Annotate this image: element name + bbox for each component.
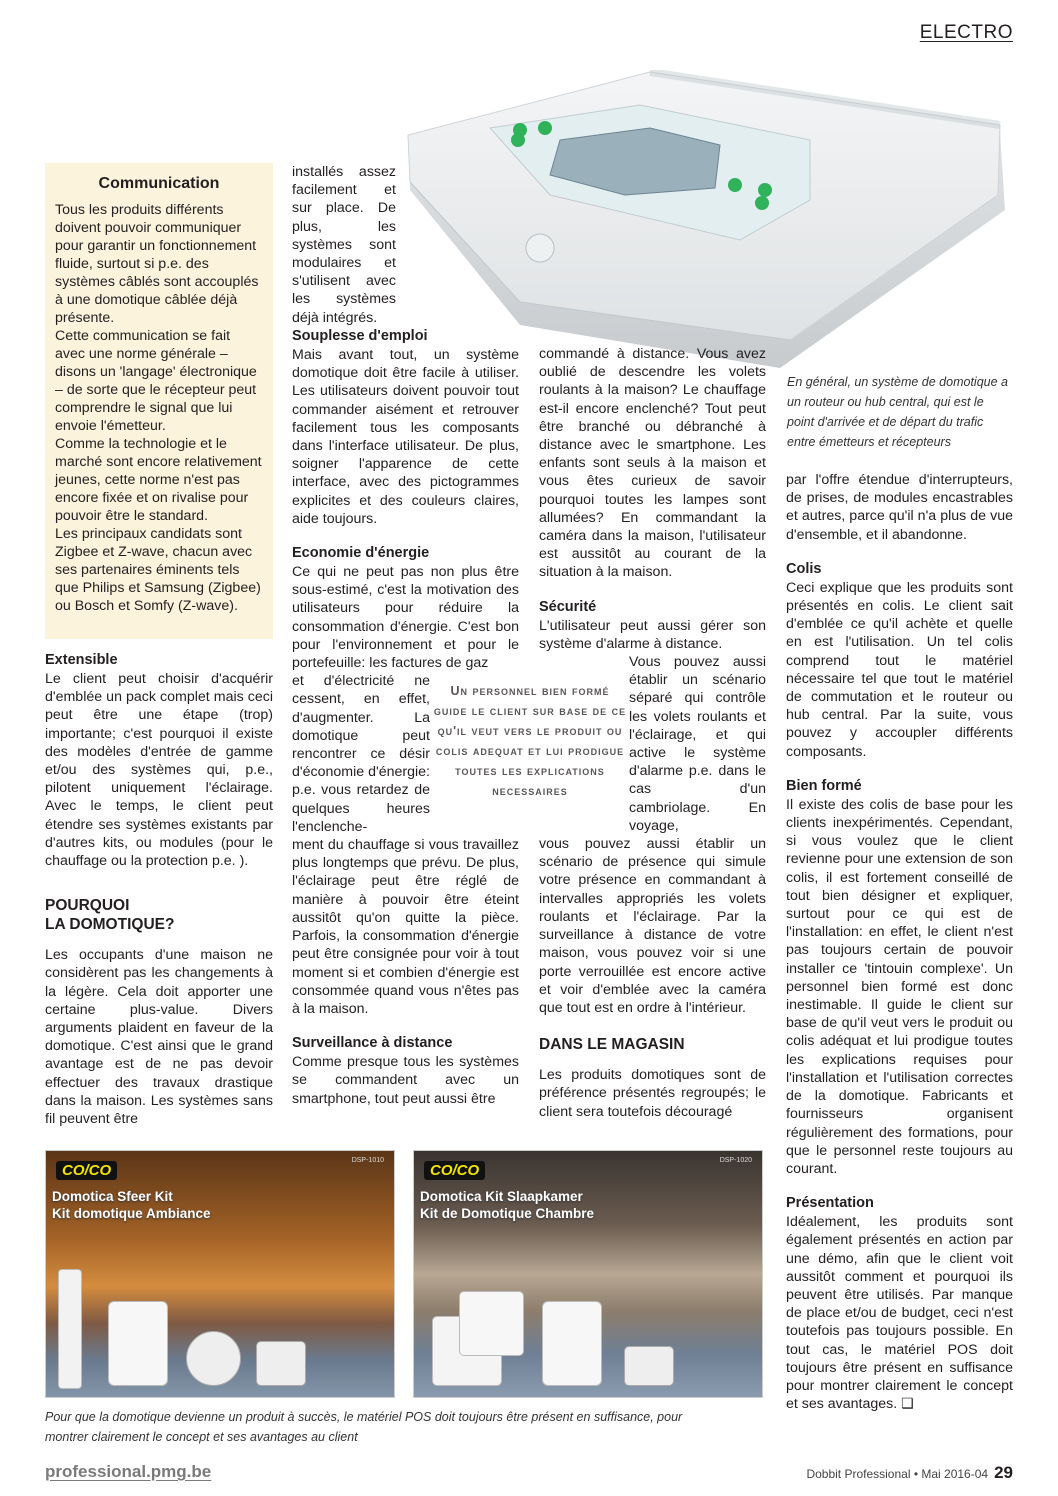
package-image-chambre: [413, 1150, 763, 1398]
dimmer-module-icon: [186, 1331, 241, 1386]
footer-issue: [806, 1463, 1013, 1483]
router-caption: En général, un système de domotique a un routeur ou hub central, qui est le point d'arrivée et de départ du trafic entre émetteurs et récepteurs: [787, 375, 1008, 449]
paragraph-extensible: Le client peut choisir d'acquérir d'emblée un pack complet mais ceci peut être une étape (trop) importante; c'est pourquoi il existe des modèles d'entrée de gamme et/ou des systèmes qui, p.e., pilotent uniquement l'éclairage. Avec le temps, le client peut étendre ses systèmes existants par d'autres kits, ou modules (pour le chauffage ou la protection p.e. ).: [45, 671, 273, 870]
brand-logo: CO/CO: [424, 1161, 485, 1180]
packages-caption: Pour que la domotique devienne un produit à succès, le matériel POS doit toujours être présent en suffisance, pour montrer clairement le concept et ses avantages au client: [45, 1410, 683, 1444]
switch-module-icon: [624, 1346, 674, 1386]
remote-control-icon: [58, 1269, 82, 1389]
paragraph-economie-a: Ce qui ne peut pas non plus être sous-estimé, c'est la motivation des utilisateurs pour réduire la consommation d'énergie. C'est bon pour l'environnement et pour le portefeuille: les factures de gaz: [292, 564, 519, 672]
wall-switch-icon: [459, 1291, 524, 1356]
paragraph-souplesse: Mais avant tout, un système domotique doit être facile à utiliser. Les utilisateurs doivent pouvoir tout commander aisément et retrouver facilement tous les composants dans l'interface utilisateur. De plus, soigner l'apparence de cette interface, avec des pictogrammes explicites et des couleurs claires, aide toujours.: [292, 347, 519, 527]
heading-magasin: DANS LE MAGASIN: [539, 1036, 685, 1054]
section-tag: ELECTRO: [919, 22, 1013, 43]
box-paragraph: Les principaux candidats sont Zigbee et Z-wave, chacun avec ses partenaires éminents tels que Philips et Samsung (Zigbee) ou Bosch et Somfy (Z-wave).: [55, 526, 261, 614]
heading-pourquoi-line1: POURQUOI: [45, 897, 130, 915]
brand-logo: CO/CO: [56, 1161, 117, 1180]
column-2-top: [292, 163, 396, 327]
package-title-fr: Kit de Domotique Chambre: [420, 1206, 595, 1221]
heading-economie: Economie d'énergie: [292, 545, 430, 562]
smart-plug-icon: [542, 1301, 602, 1386]
heading-colis: Colis: [786, 560, 822, 577]
product-code: DSP-1010: [351, 1157, 384, 1164]
paragraph-securite-b: Vous pouvez aussi établir un scénario séparé qui contrôle les volets roulants et l'éclairage, et qui active le système d'alarme p.e. dans le cas d'un cambriolage. En voyage,: [629, 654, 766, 834]
router-image: [400, 70, 1015, 370]
paragraph-securite-c: vous pouvez aussi établir un scénario de présence qui simule votre présence en commandant à intervalles appropriés les volets roulants et l'éclairage. Par la surveillance à distance de votre maison, vous pouvez voir si une porte verrouillée est encore active et voir d'emblée avec la caméra que tout est en ordre à l'intérieur.: [539, 836, 766, 1016]
paragraph-colis: Ceci explique que les produits sont présentés en colis. Le client sait d'emblée ce qu'il achète et quelle en est l'utilisation. Un tel colis comprend tout le matériel nécessaire tel que tout le matériel de commutation et le routeur ou hub central. Par la suite, vous pouvez y accoupler différents composants.: [786, 579, 1013, 760]
paragraph-economie-b: et d'électricité ne cessent, en effet, d'augmenter. La domotique peut rencontrer ce désir d'économie d'énergie: p.e. vous retardez de quelques heures l'enclenche-: [292, 673, 430, 835]
issue-text: Dobbit Professional • Mai 2016-04: [806, 1467, 989, 1481]
heading-bien-forme: Bien formé: [786, 777, 862, 794]
package-title: [420, 1188, 594, 1222]
column-4: [786, 471, 1013, 1413]
package-title-nl: Domotica Kit Slaapkamer: [420, 1189, 583, 1204]
package-title-fr: Kit domotique Ambiance: [52, 1206, 211, 1221]
heading-presentation: Présentation: [786, 1195, 874, 1212]
paragraph-surveillance: Comme presque tous les systèmes se commandent avec un smartphone, tout peut aussi être: [292, 1054, 519, 1107]
heading-pourquoi: [45, 896, 273, 934]
page-number: 29: [994, 1463, 1013, 1482]
column-1: [45, 651, 273, 1128]
paragraph-presentation: Idéalement, les produits sont également présentés en action par une démo, afin que le client voit aussitôt comment et pourquoi ils peuvent être utilisés. Par manque de place et/ou de budget, ceci n'est toutefois pas toujours possible. En tout cas, le matériel POS doit toujours être présent en suffisance pour montrer clairement le concept et ses avantages. ❑: [786, 1214, 1013, 1413]
communication-box: [45, 163, 273, 639]
paragraph-col4-top: par l'offre étendue d'interrupteurs, de prises, de modules encastrables et autres, parce qu'il n'a plus de vue d'ensemble, et il abandonne.: [786, 472, 1013, 543]
heading-extensible: Extensible: [45, 652, 118, 668]
package-image-ambiance: [45, 1150, 395, 1398]
paragraph-col2-top: installés assez facilement et sur place. De plus, les systèmes sont modulaires et s'utilisent avec les systèmes déjà intégrés.: [292, 164, 396, 326]
box-paragraph: Cette communication se fait avec une norme générale – disons un 'langage' électronique – de sorte que le récepteur peut comprendre le signal que lui envoie l'émetteur.: [55, 328, 257, 434]
footer-website[interactable]: professional.pmg.be: [45, 1462, 212, 1481]
box-title: Communication: [98, 175, 220, 192]
heading-surveillance: Surveillance à distance: [292, 1035, 453, 1052]
paragraph-magasin: Les produits domotiques sont de préférence présentés regroupés; le client sera toutefois découragé: [539, 1067, 766, 1120]
heading-souplesse: Souplesse d'emploi: [292, 328, 428, 344]
package-title: [52, 1188, 211, 1222]
heading-pourquoi-line2: LA DOMOTIQUE?: [45, 916, 175, 934]
paragraph-securite-a: L'utilisateur peut aussi gérer son système d'alarme à distance.: [539, 617, 766, 652]
paragraph-col3-top: commandé à distance. Vous avez oublié de descendre les volets roulants à la maison? Le chauffage est-il encore enclenché? Tout peut être branché ou débranché à distance avec le smartphone. Les enfants sont seuls à la maison et vous êtes curieux de savoir pourquoi toutes les lampes sont allumées? En commandant la caméra dans la maison, l'utilisateur est aussitôt au courant de la situation à la maison.: [539, 346, 766, 581]
paragraph-bien-forme: Il existe des colis de base pour les clients inexpérimentés. Cependant, si vous voulez que le client revienne pour une extension de son colis, il est fortement conseillé de tout bien désigner et expliquer, surtout pour ce qui est de l'installation: en effet, le client n'est pas toujours certain de pouvoir installer ce 'tintouin complexe'. Un personnel bien formé est donc inestimable. Il guide le client sur base de qu'il veut vers le produit ou colis adéquat et lui prodigue toutes les explications requises pour l'installation et l'utilisation correctes de la domotique. Fabricants et fournisseurs organisent régulièrement des formations, pour que le personnel reste toujours au courant.: [786, 796, 1013, 1177]
pull-quote: Un personnel bien formé guide le client sur base de ce qu'il veut vers le produit ou colis adequat et lui prodigue toutes les explications necessaires: [433, 684, 627, 798]
box-paragraph: Comme la technologie et le marché sont encore relativement jeunes, cette norme n'est pas encore fixée et on rivalise pour pouvoir être le standard.: [55, 436, 262, 524]
paragraph-pourquoi: Les occupants d'une maison ne considèrent pas les changements à la légère. Cela doit apporter une certaine plus-value. Divers arguments plaident en faveur de la domotique. C'est ainsi que le grand avantage est de ne pas devoir effectuer des travaux drastique dans la maison. Les systèmes sans fil peuvent être: [45, 947, 273, 1128]
heading-securite: Sécurité: [539, 598, 597, 615]
paragraph-economie-c: ment du chauffage si vous travaillez plus longtemps que prévu. De plus, l'éclairage peut être réglé de manière à pouvoir être éteint aussitôt qu'on quitte la pièce. Parfois, la consommation d'énergie peut être consignée pour voir à tout moment si et combien d'énergie est consommée quand vous n'êtes pas à la maison.: [292, 837, 519, 1017]
switch-module-icon: [256, 1341, 306, 1386]
product-code: DSP-1020: [719, 1157, 752, 1164]
smart-plug-icon: [108, 1301, 168, 1386]
package-title-nl: Domotica Sfeer Kit: [52, 1189, 173, 1204]
box-paragraph: Tous les produits différents doivent pouvoir communiquer pour garantir un fonctionnement fluide, surtout si p.e. des systèmes câblés sont accouplés à une domotique câblée déjà présente.: [55, 202, 259, 326]
